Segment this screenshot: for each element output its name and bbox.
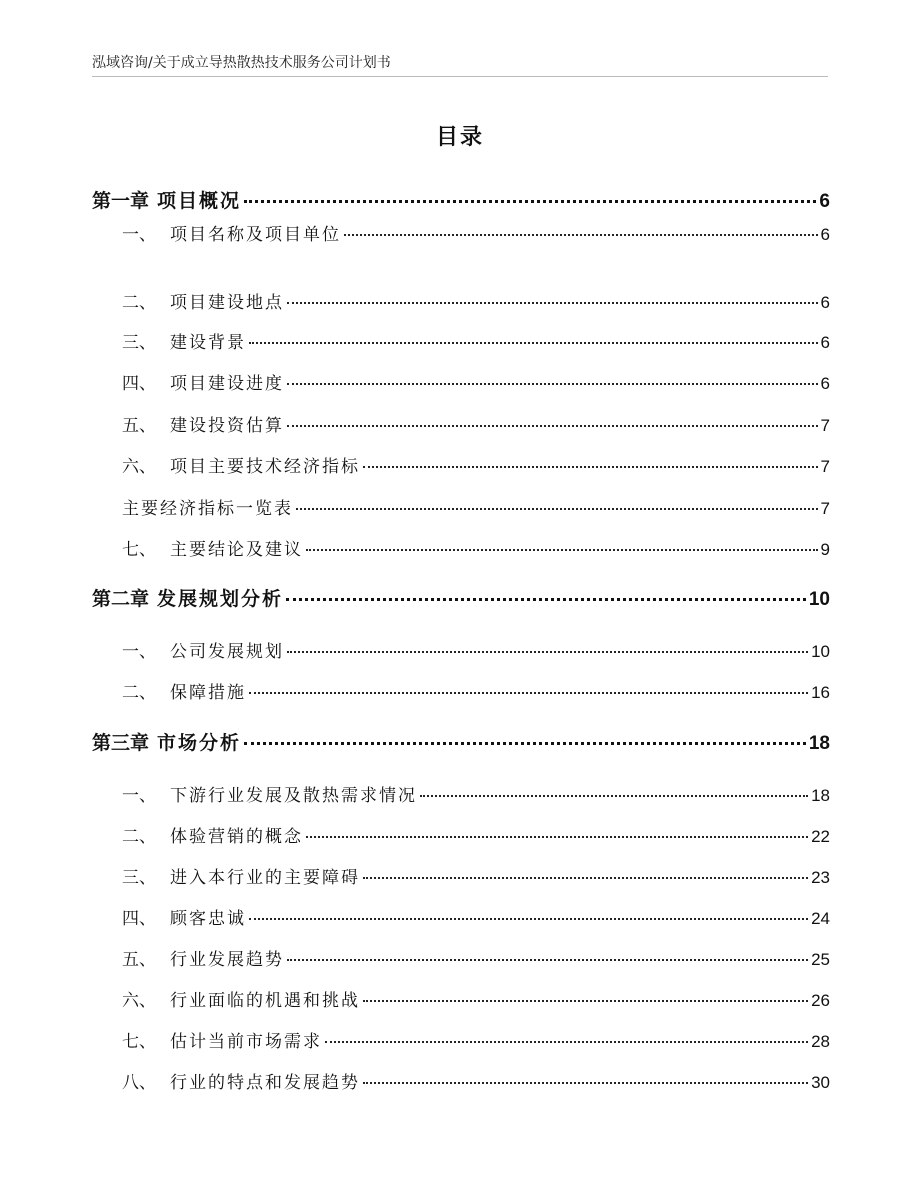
toc-entry[interactable]: [92, 584, 830, 611]
dot-leader: [363, 1000, 808, 1002]
dot-leader: [287, 425, 818, 427]
toc-entry-page: 28: [811, 1032, 830, 1051]
dot-leader: [306, 549, 818, 551]
dot-leader: [249, 692, 808, 694]
toc-entry-page: 7: [820, 416, 830, 435]
toc-entry-text: 项目概况: [157, 190, 242, 212]
toc-entry-label: [92, 728, 241, 755]
toc-entry-text: 建设背景: [170, 333, 246, 353]
toc-entry-text: 行业面临的机遇和挑战: [170, 991, 360, 1011]
toc-entry-number: 一、: [122, 225, 156, 245]
toc-entry-label: [122, 452, 360, 477]
dot-leader: [363, 877, 808, 879]
page-title: 目录: [435, 125, 484, 150]
dot-leader: [249, 342, 818, 344]
toc-entry-number: 五、: [122, 416, 156, 436]
toc-entry-page: 22: [811, 827, 830, 846]
toc-entry-page: 24: [811, 909, 830, 928]
toc-entry-page: 16: [811, 683, 830, 702]
toc-entry-number: 八、: [122, 1073, 156, 1093]
toc-entry[interactable]: [122, 328, 830, 353]
toc-entry-text: 项目名称及项目单位: [170, 225, 341, 245]
toc-entry-page: 7: [820, 457, 830, 476]
toc-entry-number: 二、: [122, 827, 156, 847]
toc-entry-text: 体验营销的概念: [170, 827, 303, 847]
toc-entry-label: [122, 863, 360, 888]
toc-entry[interactable]: [122, 945, 830, 970]
toc-entry[interactable]: [122, 637, 830, 662]
toc-entry-label: [122, 986, 360, 1011]
toc-entry[interactable]: [122, 1068, 830, 1093]
toc-entry-text: 下游行业发展及散热需求情况: [170, 786, 417, 806]
toc-entry-page: 10: [811, 642, 830, 661]
toc-entry-page: 7: [820, 499, 830, 518]
toc-entry-page: 6: [820, 333, 830, 352]
dot-leader: [244, 742, 806, 745]
toc-entry-number: 第三章: [92, 732, 150, 754]
toc-entry-label: [92, 584, 283, 611]
toc-entry-number: 三、: [122, 333, 156, 353]
toc-entry[interactable]: [122, 288, 830, 313]
toc-entry[interactable]: [122, 986, 830, 1011]
toc-entry[interactable]: [122, 904, 830, 929]
toc-entry[interactable]: [122, 535, 830, 560]
toc-entry-number: 第一章: [92, 190, 150, 212]
toc-entry[interactable]: [92, 186, 830, 213]
toc-entry-number: 四、: [122, 374, 156, 394]
toc-entry-label: [122, 678, 246, 703]
toc-entry-label: [122, 288, 284, 313]
toc-entry-text: 估计当前市场需求: [170, 1032, 322, 1052]
toc-entry-page: 25: [811, 950, 830, 969]
toc-entry-page: 6: [820, 374, 830, 393]
toc-entry-label: [122, 535, 303, 560]
toc-entry-text: 建设投资估算: [170, 416, 284, 436]
toc-entry-number: 二、: [122, 683, 156, 703]
dot-leader: [287, 651, 808, 653]
dot-leader: [420, 795, 808, 797]
toc-entry-page: 6: [820, 293, 830, 312]
toc-entry-text: 进入本行业的主要障碍: [170, 868, 360, 888]
toc-entry-text: 公司发展规划: [170, 642, 284, 662]
dot-leader: [306, 836, 808, 838]
dot-leader: [325, 1041, 808, 1043]
toc-entry-page: 23: [811, 868, 830, 887]
toc-entry-page: 18: [811, 786, 830, 805]
toc-entry-page: 6: [819, 191, 830, 212]
toc-entry-text: 行业的特点和发展趋势: [170, 1073, 360, 1093]
toc-entry-label: [122, 1068, 360, 1093]
toc-entry-text: 主要结论及建议: [170, 540, 303, 560]
toc-entry-label: [122, 637, 284, 662]
toc-entry-label: [122, 220, 341, 245]
toc-entry-label: [122, 904, 246, 929]
toc-entry-number: 第二章: [92, 588, 150, 610]
toc-entry-label: [122, 1027, 322, 1052]
toc-entry[interactable]: [122, 411, 830, 436]
toc-entry-number: 一、: [122, 786, 156, 806]
toc-entry-label: [122, 369, 284, 394]
toc-entry-label: [122, 494, 293, 519]
toc-entry-label: [122, 411, 284, 436]
toc-entry-label: [122, 781, 417, 806]
dot-leader: [344, 234, 818, 236]
toc-entry-page: 10: [808, 589, 830, 610]
dot-leader: [363, 1082, 808, 1084]
toc-entry-label: [92, 186, 241, 213]
toc-entry-number: 四、: [122, 909, 156, 929]
toc-entry[interactable]: [122, 678, 830, 703]
toc-entry[interactable]: [122, 781, 830, 806]
toc-entry-number: 一、: [122, 642, 156, 662]
toc-entry[interactable]: [122, 863, 830, 888]
toc-entry-text: 顾客忠诚: [170, 909, 246, 929]
dot-leader: [363, 466, 818, 468]
toc-entry-page: 26: [811, 991, 830, 1010]
toc-entry-number: 六、: [122, 991, 156, 1011]
toc-entry-number: 二、: [122, 293, 156, 313]
toc-entry-page: 18: [808, 733, 830, 754]
dot-leader: [287, 383, 818, 385]
toc-entry-number: 六、: [122, 457, 156, 477]
dot-leader: [244, 200, 816, 203]
toc-entry[interactable]: [92, 728, 830, 755]
header-divider: [92, 76, 828, 77]
toc-entry[interactable]: [122, 822, 830, 847]
toc-entry-label: [122, 822, 303, 847]
toc-entry-text: 项目建设进度: [170, 374, 284, 394]
toc-entry-label: [122, 328, 246, 353]
toc-entry-text: 主要经济指标一览表: [122, 499, 293, 519]
toc-entry-number: 五、: [122, 950, 156, 970]
toc-entry-number: 七、: [122, 540, 156, 560]
toc-entry-text: 行业发展趋势: [170, 950, 284, 970]
toc-entry-page: 9: [820, 540, 830, 559]
toc-entry-text: 发展规划分析: [157, 588, 284, 610]
toc-entry-page: 30: [811, 1073, 830, 1092]
dot-leader: [286, 598, 806, 601]
toc-entry[interactable]: [122, 452, 830, 477]
toc-entry[interactable]: [122, 1027, 830, 1052]
toc-entry[interactable]: [122, 369, 830, 394]
toc-entry-number: 七、: [122, 1032, 156, 1052]
running-header: 泓域咨询/关于成立导热散热技术服务公司计划书: [92, 55, 391, 71]
dot-leader: [249, 918, 808, 920]
toc-entry-text: 项目主要技术经济指标: [170, 457, 360, 477]
toc-entry-number: 三、: [122, 868, 156, 888]
toc-entry-text: 市场分析: [157, 732, 242, 754]
toc-entry-page: 6: [820, 225, 830, 244]
toc-entry-text: 项目建设地点: [170, 293, 284, 313]
toc-entry-text: 保障措施: [170, 683, 246, 703]
toc-entry[interactable]: [122, 494, 830, 519]
dot-leader: [296, 508, 818, 510]
toc-entry-label: [122, 945, 284, 970]
dot-leader: [287, 302, 818, 304]
dot-leader: [287, 959, 808, 961]
toc-entry[interactable]: [122, 220, 830, 245]
